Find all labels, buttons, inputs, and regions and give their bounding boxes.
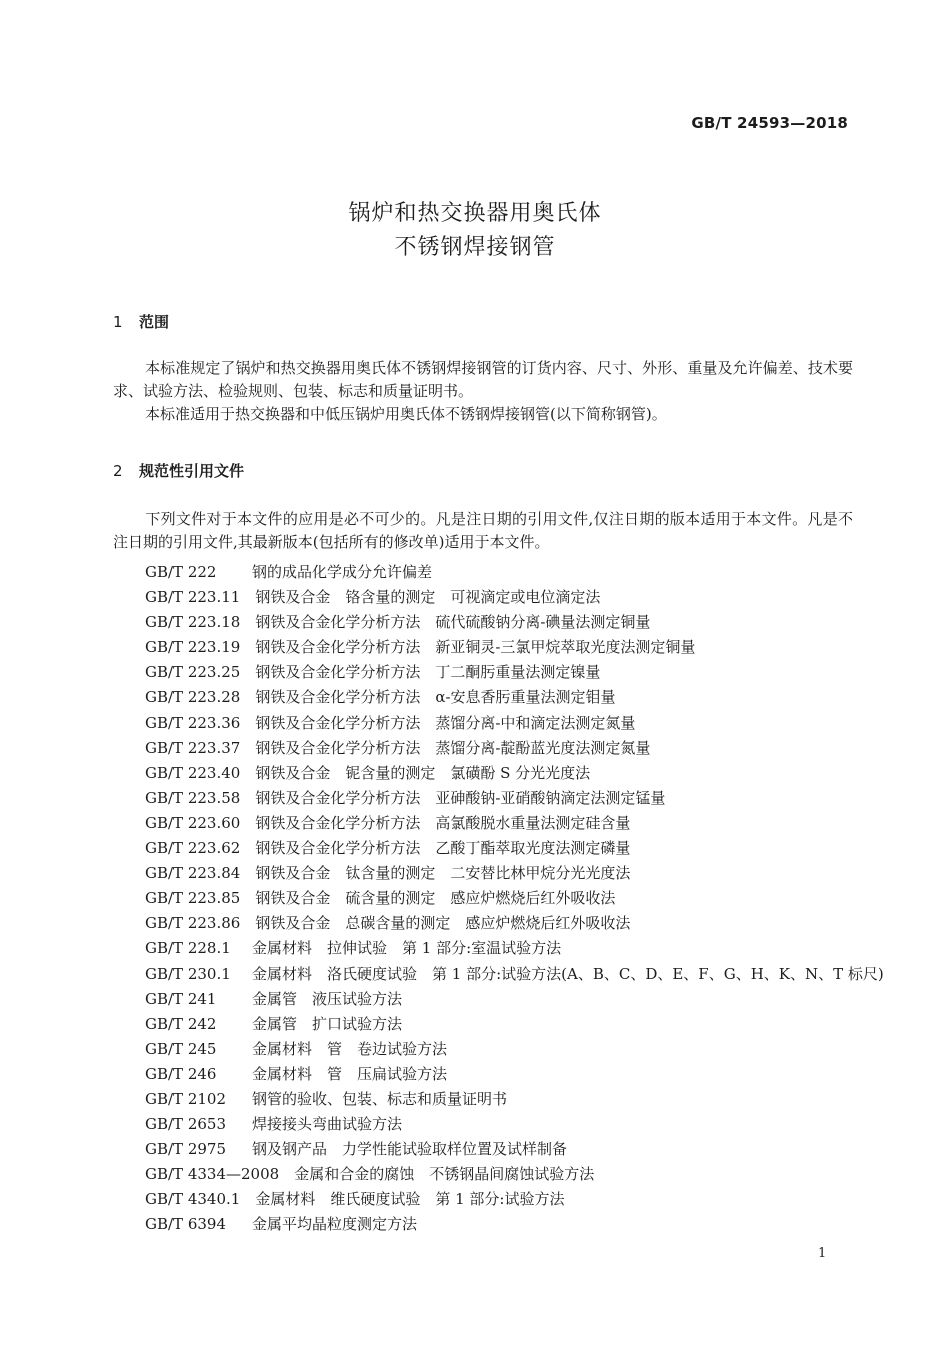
reference-code: GB/T 241 [145,989,217,1008]
reference-title: 钢铁及合金 铬含量的测定 可视滴定或电位滴定法 [255,588,601,607]
scope-paragraph-1 [113,357,853,403]
reference-code: GB/T 242 [145,1014,217,1033]
reference-title: 金属管 液压试验方法 [252,989,403,1008]
reference-code: GB/T 230.1 [145,964,231,983]
reference-item [145,660,884,685]
reference-item [145,1037,884,1062]
reference-code: GB/T 223.62 [145,839,241,858]
reference-title: 钢及钢产品 力学性能试验取样位置及试样制备 [252,1140,568,1159]
reference-item [145,1087,884,1112]
scope-paragraph-2-text: 本标准适用于热交换器和中低压锅炉用奥氏体不锈钢焊接钢管(以下简称钢管)。 [145,405,667,423]
reference-item [145,811,884,836]
reference-title: 钢管的验收、包装、标志和质量证明书 [252,1089,508,1108]
reference-code: GB/T 4334—2008 [145,1165,280,1184]
page-number: 1 [818,1246,827,1261]
reference-title: 金属材料 维氏硬度试验 第 1 部分:试验方法 [255,1190,565,1209]
reference-item [145,936,884,961]
reference-item [145,635,884,660]
reference-code: GB/T 223.86 [145,914,241,933]
reference-code: GB/T 246 [145,1064,217,1083]
reference-code: GB/T 223.19 [145,638,241,657]
reference-item [145,836,884,861]
reference-code: GB/T 223.60 [145,813,241,832]
reference-title: 钢铁及合金化学分析方法 蒸馏分离-靛酚蓝光度法测定氮量 [255,738,651,757]
reference-title: 金属材料 拉伸试验 第 1 部分:室温试验方法 [252,939,562,958]
reference-title: 金属材料 洛氏硬度试验 第 1 部分:试验方法(A、B、C、D、E、F、G、H、K、N、T 标尺) [252,964,884,983]
reference-code: GB/T 223.84 [145,864,241,883]
reference-code: GB/T 223.85 [145,889,241,908]
reference-code: GB/T 223.36 [145,713,241,732]
reference-code: GB/T 223.40 [145,763,241,782]
reference-code: GB/T 4340.1 [145,1190,241,1209]
reference-title: 焊接接头弯曲试验方法 [252,1115,403,1134]
reference-title: 金属平均晶粒度测定方法 [252,1215,418,1234]
reference-title: 钢铁及合金化学分析方法 高氯酸脱水重量法测定硅含量 [255,813,631,832]
reference-title: 金属材料 管 卷边试验方法 [252,1039,448,1058]
reference-item [145,560,884,585]
document-title-line-1: 锅炉和热交换器用奥氏体 [348,201,602,226]
reference-title: 钢铁及合金 钛含量的测定 二安替比林甲烷分光光度法 [255,864,631,883]
reference-code: GB/T 6394 [145,1215,227,1234]
reference-item [145,736,884,761]
reference-item [145,962,884,987]
section-2-number: 2 [113,462,123,480]
section-1-title: 范围 [139,313,170,331]
reference-code: GB/T 223.28 [145,688,241,707]
reference-title: 金属管 扩口试验方法 [252,1014,403,1033]
reference-item [145,1012,884,1037]
reference-title: 钢铁及合金化学分析方法 乙酸丁酯萃取光度法测定磷量 [255,839,631,858]
reference-code: GB/T 223.25 [145,663,241,682]
reference-item [145,886,884,911]
reference-item [145,711,884,736]
reference-item [145,1137,884,1162]
document-title-line-2: 不锈钢焊接钢管 [394,235,556,260]
reference-title: 钢铁及合金化学分析方法 亚砷酸钠-亚硝酸钠滴定法测定锰量 [255,788,666,807]
scope-paragraph-1-text: 本标准规定了锅炉和热交换器用奥氏体不锈钢焊接钢管的订货内容、尺寸、外形、重量及允许偏差、技术要求、试验方法、检验规则、包装、标志和质量证明书。 [113,359,853,400]
reference-item [145,1062,884,1087]
standard-code: GB/T 24593—2018 [691,114,848,132]
reference-item [145,786,884,811]
reference-title: 钢铁及合金化学分析方法 新亚铜灵-三氯甲烷萃取光度法测定铜量 [255,638,696,657]
reference-title: 金属和合金的腐蚀 不锈钢晶间腐蚀试验方法 [294,1165,595,1184]
reference-title: 钢铁及合金 铌含量的测定 氯磺酚 S 分光光度法 [255,763,591,782]
reference-item [145,685,884,710]
scope-paragraph-2 [113,403,853,426]
reference-title: 钢铁及合金 硫含量的测定 感应炉燃烧后红外吸收法 [255,889,616,908]
reference-code: GB/T 2102 [145,1089,227,1108]
reference-item [145,987,884,1012]
reference-code: GB/T 245 [145,1039,217,1058]
reference-code: GB/T 2975 [145,1140,227,1159]
reference-item [145,861,884,886]
reference-list [145,560,884,1238]
reference-code: GB/T 223.11 [145,588,241,607]
reference-title: 钢铁及合金化学分析方法 α-安息香肟重量法测定钼量 [255,688,616,707]
reference-code: GB/T 2653 [145,1115,227,1134]
section-2-heading [113,460,244,481]
reference-item [145,1187,884,1212]
reference-code: GB/T 222 [145,563,217,581]
reference-code: GB/T 223.58 [145,788,241,807]
normative-references-intro-text: 下列文件对于本文件的应用是必不可少的。凡是注日期的引用文件,仅注日期的版本适用于本文件。凡是不注日期的引用文件,其最新版本(包括所有的修改单)适用于本文件。 [113,510,853,551]
reference-title: 钢铁及合金化学分析方法 丁二酮肟重量法测定镍量 [255,663,601,682]
reference-item [145,610,884,635]
section-2-title: 规范性引用文件 [139,462,245,480]
reference-item [145,761,884,786]
section-1-heading [113,311,169,332]
reference-title: 钢铁及合金化学分析方法 蒸馏分离-中和滴定法测定氮量 [255,713,636,732]
normative-references-intro [113,508,853,554]
reference-title: 钢铁及合金化学分析方法 硫代硫酸钠分离-碘量法测定铜量 [255,613,651,632]
reference-item [145,1212,884,1237]
reference-item [145,911,884,936]
reference-item [145,1112,884,1137]
section-1-body [113,357,853,426]
section-1-number: 1 [113,313,123,331]
reference-code: GB/T 228.1 [145,939,231,958]
reference-item [145,585,884,610]
reference-title: 钢铁及合金 总碳含量的测定 感应炉燃烧后红外吸收法 [255,914,631,933]
reference-item [145,1162,884,1187]
reference-code: GB/T 223.18 [145,613,241,632]
reference-code: GB/T 223.37 [145,738,241,757]
reference-title: 钢的成品化学成分允许偏差 [252,563,433,581]
reference-title: 金属材料 管 压扁试验方法 [252,1064,448,1083]
